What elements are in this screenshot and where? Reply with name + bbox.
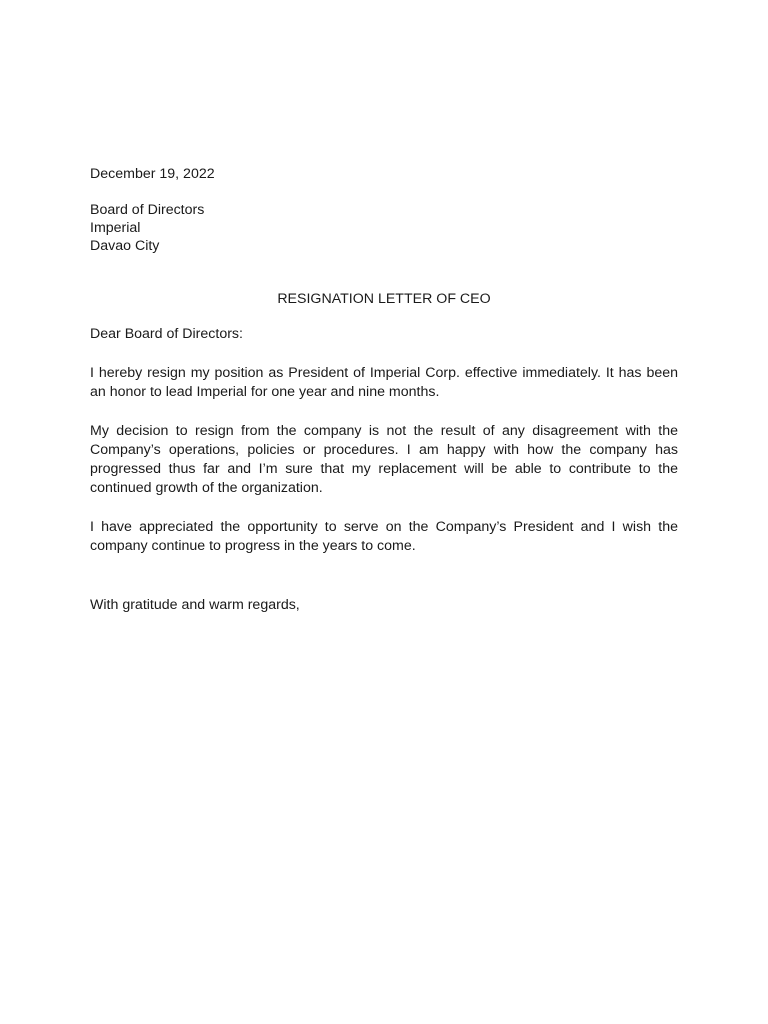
recipient-line-1: Board of Directors bbox=[90, 202, 205, 218]
letter-date: December 19, 2022 bbox=[90, 166, 215, 182]
body-paragraph-1: I hereby resign my position as President of Imperial Corp. effective immediately. It has been an honor to lead Imperial for one year and nine months. bbox=[90, 365, 678, 400]
body-paragraph-3: I have appreciated the opportunity to serve on the Company’s President and I wish the company continue to progress in the years to come. bbox=[90, 519, 678, 554]
salutation: Dear Board of Directors: bbox=[90, 326, 243, 342]
recipient-block bbox=[90, 201, 678, 255]
recipient-line-2: Imperial bbox=[90, 220, 141, 236]
body-paragraph-2: My decision to resign from the company is not the result of any disagreement with the Company’s operations, policies or procedures. I am happy with how the company has progressed thus far and I’m sure that my replacement will be able to contribute to the continued growth of the organization. bbox=[90, 423, 678, 496]
closing-line: With gratitude and warm regards, bbox=[90, 597, 300, 613]
letter-subject: RESIGNATION LETTER OF CEO bbox=[277, 291, 491, 307]
recipient-line-3: Davao City bbox=[90, 238, 160, 254]
